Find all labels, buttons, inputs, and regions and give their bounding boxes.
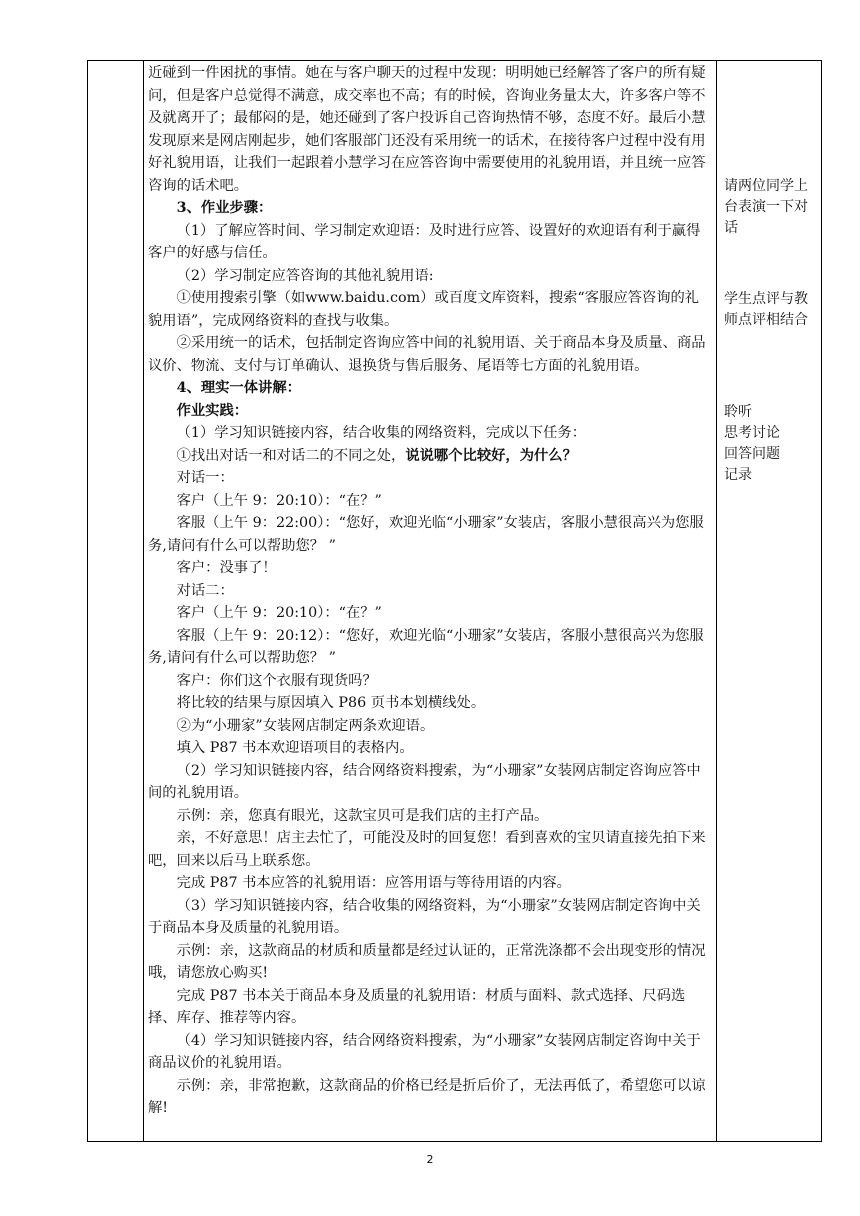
fill-instruction-1: 将比较的结果与原因填入 P86 页书本划横线处。 (176, 695, 486, 711)
dialogue-2-line-b: 客服（上午 9：20:12）：“您好，欢迎光临“小珊家”女装店，客服小慧很高兴为您服务,请问有什么可以帮助您？ ” (148, 627, 704, 666)
fill-instruction-4: 完成 P87 书本关于商品本身及质量的礼貌用语：材质与面料、款式选择、尺码选择、库存、推荐等内容。 (148, 987, 686, 1026)
example-3: 示例：亲，这款商品的材质和质量都是经过认证的，正常洗涤都不会出现变形的情况哦，请您放心购买! (148, 942, 706, 981)
dialogue-2-title: 对话二： (176, 582, 234, 599)
task-1a (148, 445, 713, 468)
section-heading-lecture: 4、理实一体讲解： (176, 380, 301, 396)
step-1: （1）了解应答时间、学习制定欢迎语：及时进行应答、设置好的欢迎语有利于赢得客户的好感与信任。 (148, 222, 701, 261)
fill-instruction-3: 完成 P87 书本应答的礼貌用语：应答用语与等待用语的内容。 (176, 875, 571, 891)
task-1b: ②为“小珊家”女装网店制定两条欢迎语。 (176, 717, 435, 734)
page-number: 2 (426, 1153, 434, 1166)
side-note-line: 师点评相结合 (724, 312, 808, 328)
fill-instruction-2: 填入 P87 书本欢迎语项目的表格内。 (176, 740, 414, 756)
side-note-line: 学生点评与教 (724, 291, 808, 307)
step-2b: ②采用统一的话术，包括制定咨询应答中间的礼貌用语、关于商品本身及质量、商品议价、物流、支付与订单确认、退换货与售后服务、尾语等七方面的礼貌用语。 (148, 335, 706, 374)
step-2: （2）学习制定应答咨询的其他礼貌用语: (176, 267, 434, 284)
task-1a-text: ①找出对话一和对话二的不同之处， (176, 447, 406, 464)
task-1a-question: 说说哪个比较好，为什么？ (405, 447, 577, 464)
dialogue-1-line-a: 客户（上午 9：20:10）：“在？” (176, 492, 382, 509)
column-divider-right (716, 61, 717, 1141)
dialogue-2-line-a: 客户（上午 9：20:10）：“在？” (176, 605, 382, 621)
dialogue-1-line-b: 客服（上午 9：22:00）：“您好，欢迎光临“小珊家”女装店，客服小慧很高兴为您服务,请问有什么可以帮助您？ ” (148, 515, 704, 554)
side-note-line: 思考讨论 (724, 425, 780, 441)
side-note-activities (724, 402, 820, 486)
task-1: （1）学习知识链接内容，结合收集的网络资料，完成以下任务： (176, 425, 586, 441)
side-note-performance (724, 176, 820, 239)
task-3: （3）学习知识链接内容，结合收集的网络资料，为“小珊家”女装网店制定咨询中关于商品本身及质量的礼貌用语。 (148, 897, 701, 936)
example-2a: 示例：亲，您真有眼光，这款宝贝可是我们店的主打产品。 (176, 807, 549, 824)
main-content-cell (148, 62, 713, 1120)
dialogue-2-line-c: 客户：你们这个衣服有现货吗？ (176, 672, 377, 689)
dialogue-1-title: 对话一： (176, 470, 234, 486)
side-note-line: 聆听 (724, 404, 752, 420)
task-2: （2）学习知识链接内容，结合网络资料搜索，为“小珊家”女装网店制定咨询应答中间的礼貌用语。 (148, 762, 701, 801)
step-2a: ①使用搜索引擎（如www.baidu.com）或百度文库资料，搜索“客服应答咨询的礼貌用语”，完成网络资料的查找与收集。 (148, 290, 700, 329)
intro-paragraph: 近碰到一件困扰的事情。她在与客户聊天的过程中发现：明明她已经解答了客户的所有疑问，但是客户总觉得不满意，成交率也不高；有的时候，咨询业务量太大，许多客户等不及就离开了；最郁闷的是，她还碰到了客户投诉自己咨询热情不够，态度不好。最后小慧发现原来是网店刚起步，她们客服部门还没有采用统一的话术，在接待客户过程中没有用好礼貌用语，让我们一起跟着小慧学习在应答咨询中需要使用的礼貌用语，并且统一应答咨询的话术吧。 (148, 65, 706, 194)
example-4: 示例：亲，非常抱歉，这款商品的价格已经是折后价了，无法再低了，希望您可以谅解! (148, 1077, 706, 1116)
task-4: （4）学习知识链接内容，结合网络资料搜索，为“小珊家”女装网店制定咨询中关于商品议价的礼貌用语。 (148, 1032, 701, 1071)
side-note-evaluation (724, 289, 820, 331)
side-note-line: 回答问题 (724, 446, 780, 462)
example-2b: 亲，不好意思！店主去忙了，可能没及时的回复您！看到喜欢的宝贝请直接先拍下来吧，回来以后马上联系您。 (148, 830, 706, 869)
side-note-line: 话 (724, 220, 738, 236)
side-note-line: 台表演一下对 (724, 199, 808, 215)
section-heading-steps: 3、作业步骤： (176, 200, 273, 216)
dialogue-1-line-c: 客户：没事了！ (176, 560, 277, 576)
side-note-line: 请两位同学上 (724, 178, 808, 194)
subheading-practice: 作业实践： (176, 402, 249, 419)
side-note-line: 记录 (724, 467, 752, 483)
column-divider-left (143, 61, 144, 1141)
